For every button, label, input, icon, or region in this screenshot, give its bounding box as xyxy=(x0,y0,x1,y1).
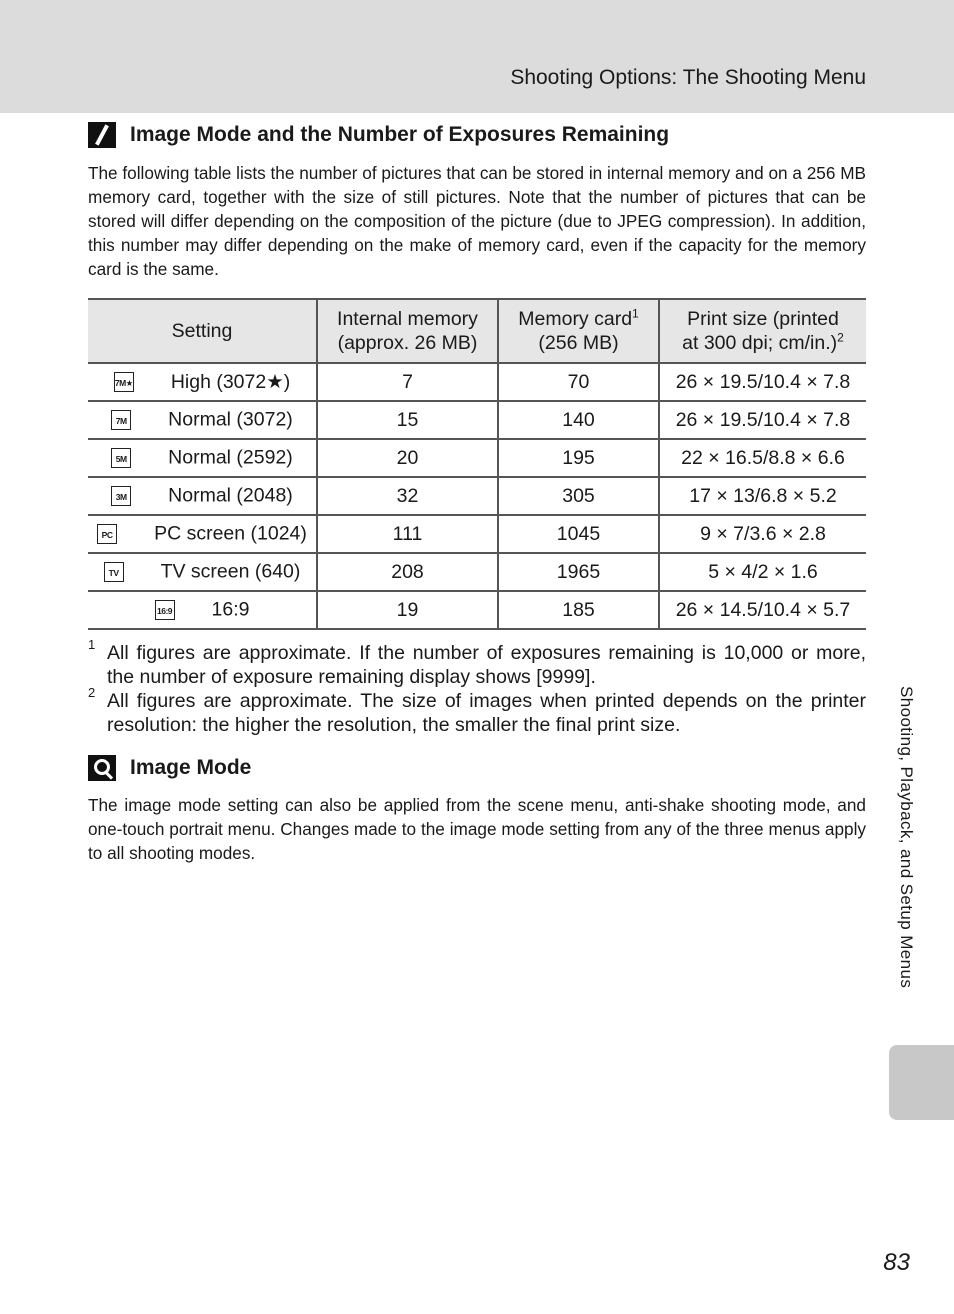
setting-label: PC screen (1024) xyxy=(154,522,307,545)
setting-label: Normal (2592) xyxy=(168,446,293,469)
running-header-title: Shooting Options: The Shooting Menu xyxy=(510,66,866,89)
print-size-cell: 26 × 14.5/10.4 × 5.7 xyxy=(659,591,866,629)
setting-cell xyxy=(88,515,317,553)
header-card-line1: Memory card xyxy=(518,308,633,330)
footnote-ref-2: 2 xyxy=(837,330,844,345)
memory-card-cell: 305 xyxy=(498,477,659,515)
setting-label: TV screen (640) xyxy=(160,560,301,583)
memory-card-cell: 1045 xyxy=(498,515,659,553)
header-print-size xyxy=(659,299,866,363)
memory-card-cell: 140 xyxy=(498,401,659,439)
table-row xyxy=(88,401,866,439)
memory-card-cell: 195 xyxy=(498,439,659,477)
tv-screen-icon: TV xyxy=(104,562,124,582)
page-number: 83 xyxy=(883,1249,910,1276)
table-row xyxy=(88,591,866,629)
setting-label: Normal (3072) xyxy=(168,408,293,431)
internal-memory-cell: 7 xyxy=(317,363,498,401)
header-setting: Setting xyxy=(88,299,317,363)
internal-memory-cell: 32 xyxy=(317,477,498,515)
side-thumb-tab xyxy=(889,1045,954,1120)
memory-card-cell: 185 xyxy=(498,591,659,629)
note-pencil-icon xyxy=(88,122,116,148)
section-title: Image Mode and the Number of Exposures Remaining xyxy=(130,123,670,146)
table-row xyxy=(88,553,866,591)
setting-cell xyxy=(88,477,317,515)
footnote-text: All figures are approximate. If the number of exposures remaining is 10,000 or more, the number of exposure remaining display shows [9999]. xyxy=(107,642,866,688)
header-print-line2: at 300 dpi; cm/in.) xyxy=(682,332,838,354)
header-internal-memory xyxy=(317,299,498,363)
high-7m-icon: 7M★ xyxy=(114,372,134,392)
normal-3m-icon: 3M xyxy=(111,486,131,506)
normal-5m-icon: 5M xyxy=(111,448,131,468)
internal-memory-cell: 15 xyxy=(317,401,498,439)
image-mode-table xyxy=(88,298,866,630)
footnote-mark: 2 xyxy=(88,685,96,700)
internal-memory-cell: 20 xyxy=(317,439,498,477)
section-heading-image-mode-exposures xyxy=(88,122,669,148)
side-tab-label: Shooting, Playback, and Setup Menus xyxy=(897,686,916,989)
footnote-2 xyxy=(88,685,866,737)
setting-cell xyxy=(88,401,317,439)
print-size-cell: 17 × 13/6.8 × 5.2 xyxy=(659,477,866,515)
setting-cell xyxy=(88,553,317,591)
setting-label: Normal (2048) xyxy=(168,484,293,507)
table-row xyxy=(88,439,866,477)
internal-memory-cell: 19 xyxy=(317,591,498,629)
header-internal-line1: Internal memory xyxy=(337,308,478,330)
header-memory-card xyxy=(498,299,659,363)
setting-label: High (3072★) xyxy=(170,371,291,393)
footnote-text: All figures are approximate. The size of images when printed depends on the printer resolution: the higher the resolution, the smaller the final print size. xyxy=(107,690,866,736)
table-row xyxy=(88,477,866,515)
setting-cell xyxy=(88,363,317,401)
section-title: Image Mode xyxy=(130,756,252,779)
memory-card-cell: 70 xyxy=(498,363,659,401)
normal-7m-icon: 7M xyxy=(111,410,131,430)
print-size-cell: 26 × 19.5/10.4 × 7.8 xyxy=(659,401,866,439)
header-band xyxy=(0,0,954,113)
header-print-line1: Print size (printed xyxy=(687,308,839,330)
image-mode-paragraph: The image mode setting can also be applied from the scene menu, anti-shake shooting mode, and one-touch portrait menu. Changes made to the image mode setting from any of the three menus apply to all shooting modes. xyxy=(88,795,866,863)
footnote-ref-1: 1 xyxy=(632,306,639,321)
pc-screen-icon: PC xyxy=(97,524,117,544)
header-card-line2: (256 MB) xyxy=(538,332,619,354)
print-size-cell: 9 × 7/3.6 × 2.8 xyxy=(659,515,866,553)
setting-cell xyxy=(88,591,317,629)
footnote-mark: 1 xyxy=(88,637,96,652)
print-size-cell: 26 × 19.5/10.4 × 7.8 xyxy=(659,363,866,401)
footnote-1 xyxy=(88,637,866,689)
magnifier-icon xyxy=(88,755,116,781)
print-size-cell: 5 × 4/2 × 1.6 xyxy=(659,553,866,591)
internal-memory-cell: 208 xyxy=(317,553,498,591)
table-row xyxy=(88,363,866,401)
memory-card-cell: 1965 xyxy=(498,553,659,591)
print-size-cell: 22 × 16.5/8.8 × 6.6 xyxy=(659,439,866,477)
section-heading-image-mode xyxy=(88,755,251,781)
header-internal-line2: (approx. 26 MB) xyxy=(337,332,478,354)
internal-memory-cell: 111 xyxy=(317,515,498,553)
setting-label: 16:9 xyxy=(211,598,250,621)
widescreen-16-9-icon: 16:9 xyxy=(155,600,175,620)
table-row xyxy=(88,515,866,553)
setting-cell xyxy=(88,439,317,477)
table-header-row xyxy=(88,299,866,363)
intro-paragraph: The following table lists the number of pictures that can be stored in internal memory and on a 256 MB memory card, together with the size of still pictures. Note that the number of pictures that can be stored will differ depending on the composition of the picture (due to JPEG compression). In addition, this number may differ depending on the make of memory card, even if the capacity for the memory card is the same. xyxy=(88,163,866,279)
